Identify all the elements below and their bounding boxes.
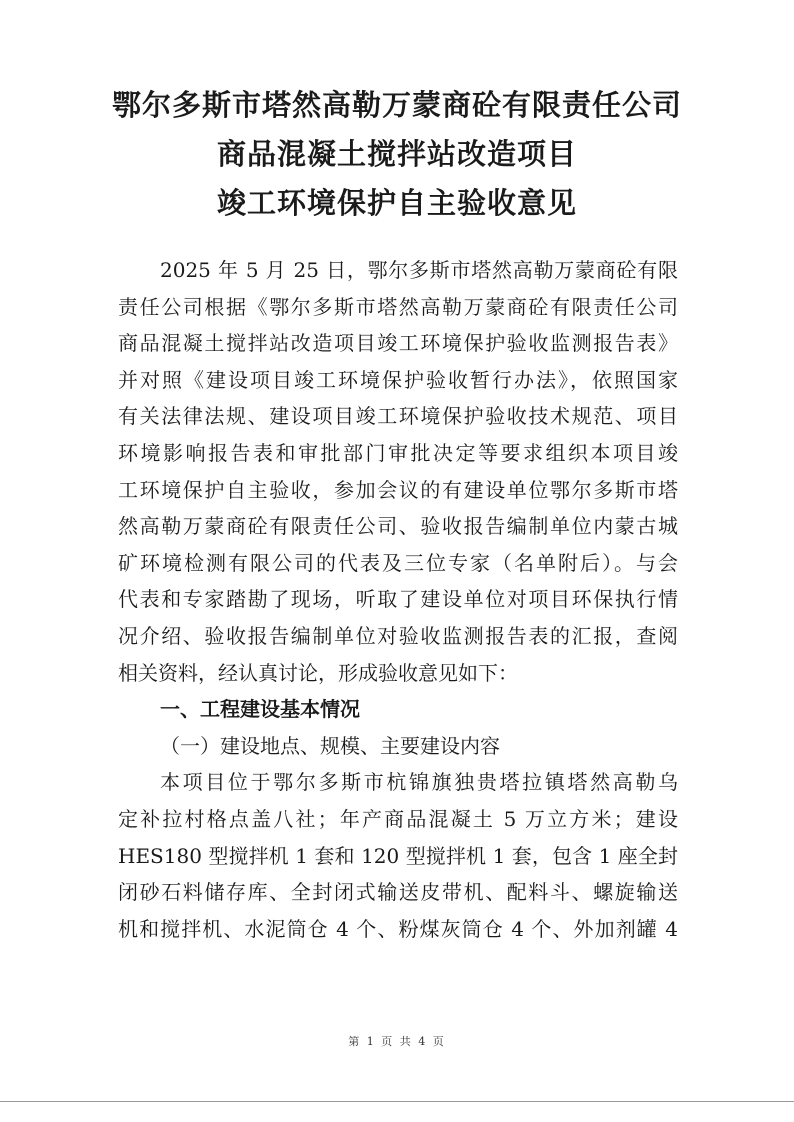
paragraph-line: 2025 年 5 月 25 日，鄂尔多斯市塔然高勒万蒙商砼有限 — [160, 258, 678, 282]
paragraph-line: 矿环境检测有限公司的代表及三位专家（名单附后）。与会 — [118, 550, 678, 575]
paragraph-line: HES180 型搅拌机 1 套和 120 型搅拌机 1 套，包含 1 座全封 — [118, 843, 678, 868]
page-number-footer: 第 1 页 共 4 页 — [348, 1035, 446, 1048]
paragraph-line: 机和搅拌机、水泥筒仓 4 个、粉煤灰筒仓 4 个、外加剂罐 4 — [118, 916, 678, 941]
paragraph-line: 商品混凝土搅拌站改造项目竣工环境保护验收监测报告表》 — [118, 331, 678, 356]
paragraph-line: 责任公司根据《鄂尔多斯市塔然高勒万蒙商砼有限责任公司 — [118, 294, 678, 319]
paragraph-line: 环境影响报告表和审批部门审批决定等要求组织本项目竣 — [118, 440, 678, 465]
document-title — [60, 86, 734, 233]
document-body — [118, 254, 678, 949]
section-heading: 一、工程建设基本情况 — [160, 697, 360, 722]
paragraph-line: 相关资料，经认真讨论，形成验收意见如下： — [118, 660, 518, 685]
paragraph-line: 定补拉村格点盖八社；年产商品混凝土 5 万立方米；建设 — [118, 806, 678, 831]
scan-edge-line — [0, 1101, 794, 1102]
paragraph-line: 况介绍、验收报告编制单位对验收监测报告表的汇报，查阅 — [118, 623, 678, 648]
subsection-heading: （一）建设地点、规模、主要建设内容 — [160, 733, 500, 758]
paragraph-line: 工环境保护自主验收，参加会议的有建设单位鄂尔多斯市塔 — [118, 477, 678, 502]
title-line-2: 商品混凝土搅拌站改造项目 — [216, 137, 577, 171]
title-line-3: 竣工环境保护自主验收意见 — [216, 186, 577, 220]
paragraph-line: 有关法律法规、建设项目竣工环境保护验收技术规范、项目 — [118, 404, 678, 429]
title-line-1: 鄂尔多斯市塔然高勒万蒙商砼有限责任公司 — [111, 88, 682, 122]
paragraph-line: 代表和专家踏勘了现场，听取了建设单位对项目环保执行情 — [118, 587, 678, 612]
paragraph-line: 本项目位于鄂尔多斯市杭锦旗独贵塔拉镇塔然高勒乌 — [160, 770, 678, 795]
paragraph-line: 并对照《建设项目竣工环境保护验收暂行办法》，依照国家 — [118, 367, 678, 392]
paragraph-line: 闭砂石料储存库、全封闭式输送皮带机、配料斗、螺旋输送 — [118, 880, 678, 905]
paragraph-line: 然高勒万蒙商砼有限责任公司、验收报告编制单位内蒙古城 — [118, 514, 678, 539]
